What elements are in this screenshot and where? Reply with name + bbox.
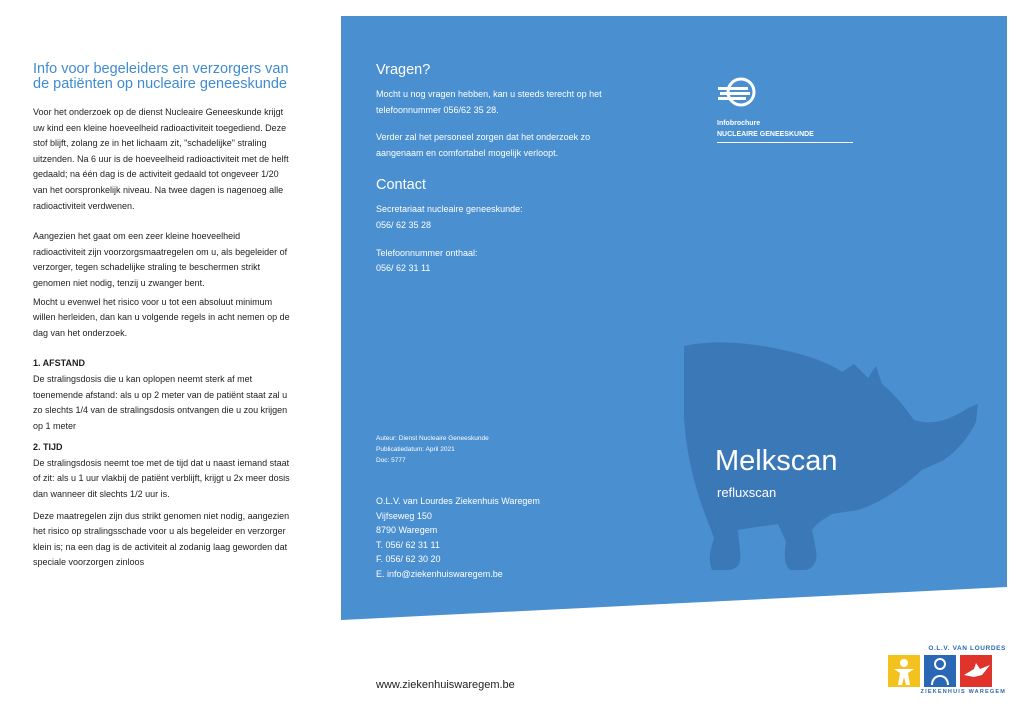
paragraph-precautions: Aangezien het gaat om een zeer kleine hoeveelheid radioactiviteit zijn voorzorgsmaatregelen om u, als begeleider of verzorger, tegen schadelijke straling te beschermen strikt genomen niet nodig, tenzij u zwanger bent.: [33, 231, 288, 288]
brochure-label: Infobrochure: [717, 120, 761, 127]
heading-distance: 1. AFSTAND: [33, 358, 86, 369]
meta-author: Auteur: Dienst Nucleaire Geneeskunde: [376, 435, 489, 442]
brochure-brand: [717, 76, 853, 143]
reception-block: [376, 246, 636, 277]
left-column: [33, 62, 291, 586]
meta-date: Publicatiedatum: April 2021: [376, 446, 455, 453]
address-city: 8790 Waregem: [376, 525, 438, 536]
scanner-icon: [717, 76, 757, 108]
contact-column: [376, 62, 636, 289]
contact-heading: Contact: [376, 177, 426, 194]
department-name: NUCLEAIRE GENEESKUNDE: [717, 129, 853, 143]
meta-doc: Doc: 5777: [376, 457, 406, 464]
cover-subtitle: refluxscan: [717, 485, 777, 500]
hospital-address: [376, 494, 540, 582]
secretariat-phone[interactable]: 056/ 62 35 28: [376, 219, 432, 230]
hospital-logo: [888, 645, 1006, 697]
publication-meta: [376, 433, 489, 466]
bird-figure-icon: [960, 655, 992, 687]
heading-time: 2. TIJD: [33, 442, 63, 453]
paragraph-time: De stralingsdosis neemt toe met de tijd dat u naast iemand staat of zit: als u 1 uur vlakbij de patiënt verblijft, krijgt u 2x meer dosis dan wanneer dit slechts 1/2 uur is.: [33, 457, 290, 500]
logo-top-text: O.L.V. VAN LOURDES: [928, 645, 1006, 652]
address-street: Vijfseweg 150: [376, 510, 432, 521]
child-figure-icon: [888, 655, 920, 687]
mother-figure-icon: [924, 655, 956, 687]
address-name: O.L.V. van Lourdes Ziekenhuis Waregem: [376, 496, 540, 506]
cover-title: Melkscan: [715, 445, 838, 477]
paragraph-distance: De stralingsdosis die u kan oplopen neemt sterk af met toenemende afstand: als u op 2 meter van de patiënt staat zal u zo slechts 1/4 van de stralingsdosis ontvangen die u zou krijgen op 1 meter: [33, 373, 288, 431]
address-phone: T. 056/ 62 31 11: [376, 539, 440, 550]
secretariat-label: Secretariaat nucleaire geneeskunde:: [376, 204, 523, 215]
logo-bottom-text: ZIEKENHUIS WAREGEM: [920, 689, 1006, 695]
questions-paragraph-1: Mocht u nog vragen hebben, kan u steeds terecht op het telefoonnummer 056/62 35 28.: [376, 89, 602, 115]
address-fax: F. 056/ 62 30 20: [376, 554, 441, 565]
paragraph-minimize-risk: Mocht u evenwel het risico voor u tot een absoluut minimum willen herleiden, dan kan u volgende regels in acht nemen op de dag van het onderzoek.: [33, 296, 290, 338]
website-link[interactable]: www.ziekenhuiswaregem.be: [376, 679, 515, 691]
reception-phone[interactable]: 056/ 62 31 11: [376, 263, 431, 274]
questions-paragraph-2: Verder zal het personeel zorgen dat het onderzoek zo aangenaam en comfortabel mogelijk verloopt.: [376, 132, 591, 158]
reception-label: Telefoonnummer onthaal:: [376, 247, 478, 258]
paragraph-intro: Voor het onderzoek op de dienst Nucleaire Geneeskunde krijgt uw kind een kleine hoeveelheid radioactiviteit toegediend. Deze stof blijft, zolang ze in het lichaam zit, "schadelijke" straling uitzenden. Na 6 uur is de hoeveelheid radioactiviteit met de helft gedaald; na één dag is de activiteit gedaald tot ongeveer 1/20 van het oorspronkelijk niveau. Na twee dagen is nagenoeg alle radioactiviteit verdwenen.: [33, 107, 289, 211]
questions-heading: Vragen?: [376, 62, 431, 78]
address-email[interactable]: E. info@ziekenhuiswaregem.be: [376, 568, 503, 579]
secretariat-block: [376, 202, 636, 233]
paragraph-conclusion: Deze maatregelen zijn dus strikt genomen niet nodig, aangezien het risico op stralingsschade voor u als begeleider en verzorger klein is; na een dag is de activiteit al zodanig laag geworden dat speciale voorzorgen zinloos: [33, 510, 290, 568]
left-title: Info voor begeleiders en verzorgers van de patiënten op nucleaire geneeskunde: [33, 61, 289, 92]
